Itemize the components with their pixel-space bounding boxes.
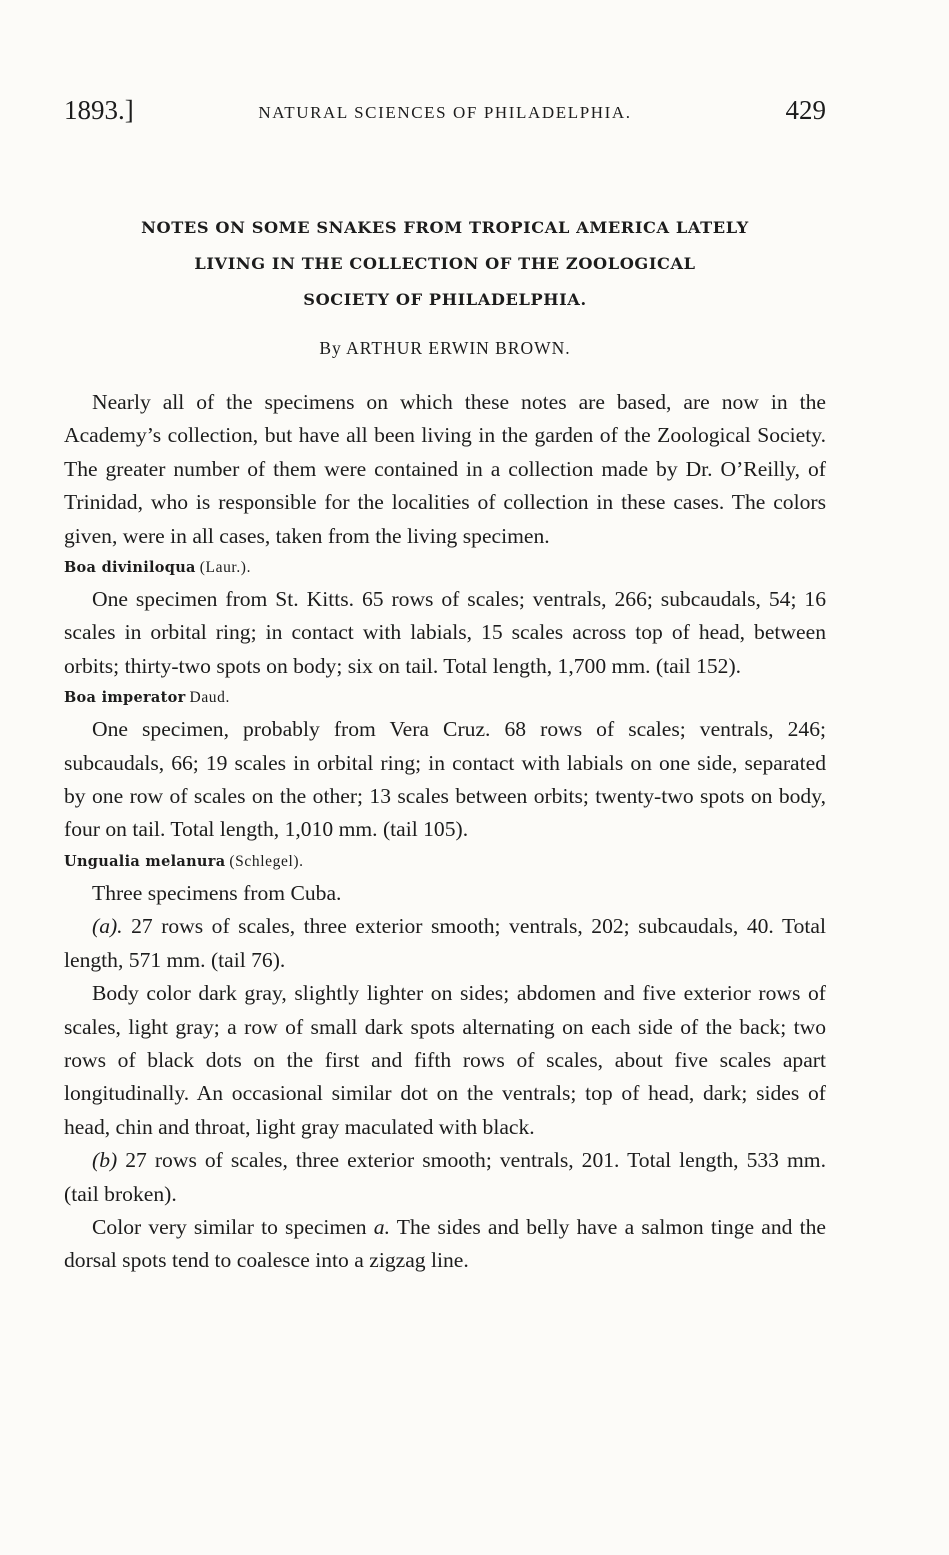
species-authority: (Laur.).: [199, 559, 252, 577]
specimen-b-text: 27 rows of scales, three exterior smooth; ventrals, 201. Total length, 533 mm. (tail broken).: [64, 1148, 826, 1206]
specimen-b-coloration: [64, 1211, 826, 1278]
specimen-b-label: (b): [92, 1148, 118, 1173]
species-authority: Daud.: [189, 689, 230, 707]
article-title-line-2: LIVING IN THE COLLECTION OF THE ZOOLOGICAL: [194, 254, 696, 273]
article-title-line-3: SOCIETY OF PHILADELPHIA.: [303, 290, 587, 309]
article-title-line-1: NOTES ON SOME SNAKES FROM TROPICAL AMERICA LATELY: [141, 218, 749, 237]
specimen-a-coloration: Body color dark gray, slightly lighter on sides; abdomen and five exterior rows of scales, light gray; a row of small dark spots alternating on each side of the back; two rows of black dots on the first and fifth rows of scales, about five scales apart longitudinally. An occasional similar dot on the ventrals; top of head, dark; sides of head, chin and throat, light gray maculated with black.: [64, 981, 826, 1139]
species-intro: Three specimens from Cuba.: [92, 880, 342, 905]
species-authority: (Schlegel).: [229, 852, 304, 870]
specimen-a-description: [64, 910, 826, 977]
species-description: One specimen, probably from Vera Cruz. 68 rows of scales; ventrals, 246; subcaudals, 66; 19 scales in orbital ring; in contact with labials on one side, separated by one row of scales on the other; 13 scales between orbits; twenty-two spots on body, four on tail. Total length, 1,010 mm. (tail 105).: [64, 717, 826, 842]
page-number: 429: [785, 95, 826, 125]
specimen-b-color-post: The sides and belly have a salmon tinge and the dorsal spots tend to coalesce into a zigzag line.: [64, 1214, 826, 1273]
species-heading-ungualia-melanura: [64, 847, 826, 877]
specimen-a-text: 27 rows of scales, three exterior smooth; ventrals, 202; subcaudals, 40. Total length, 571 mm. (tail 76).: [64, 914, 827, 972]
article-title: [64, 210, 826, 318]
species-heading-boa-diviniloqua: [64, 553, 826, 583]
header-year: 1893.]: [64, 95, 134, 125]
species-name: Boa diviniloqua: [64, 559, 196, 577]
running-head: [64, 95, 826, 131]
author-byline: By ARTHUR ERWIN BROWN.: [319, 338, 571, 358]
species-description: One specimen from St. Kitts. 65 rows of scales; ventrals, 266; subcaudals, 54; 16 scales in orbital ring; in contact with labials, 15 scales across top of head, between orbits; thirty-two spots on body; six on tail. Total length, 1,700 mm. (tail 152).: [64, 587, 826, 678]
specimen-b-color-pre: Color very similar to specimen: [92, 1214, 367, 1239]
specimen-a-label: (a).: [92, 914, 123, 939]
species-name: Ungualia melanura: [64, 852, 226, 870]
specimen-b-description: [64, 1144, 826, 1211]
species-name: Boa imperator: [64, 689, 186, 707]
header-journal-title: NATURAL SCIENCES OF PHILADELPHIA.: [258, 103, 632, 122]
article-body: [64, 386, 826, 1278]
intro-paragraph: Nearly all of the specimens on which these notes are based, are now in the Academy’s collection, but have all been living in the garden of the Zoological Society. The greater number of them were contained in a collection made by Dr. O’Reilly, of Trinidad, who is responsible for the localities of collection in these cases. The colors given, were in all cases, taken from the living specimen.: [64, 390, 826, 548]
specimen-b-color-ref: a.: [373, 1214, 390, 1239]
species-heading-boa-imperator: [64, 683, 826, 713]
